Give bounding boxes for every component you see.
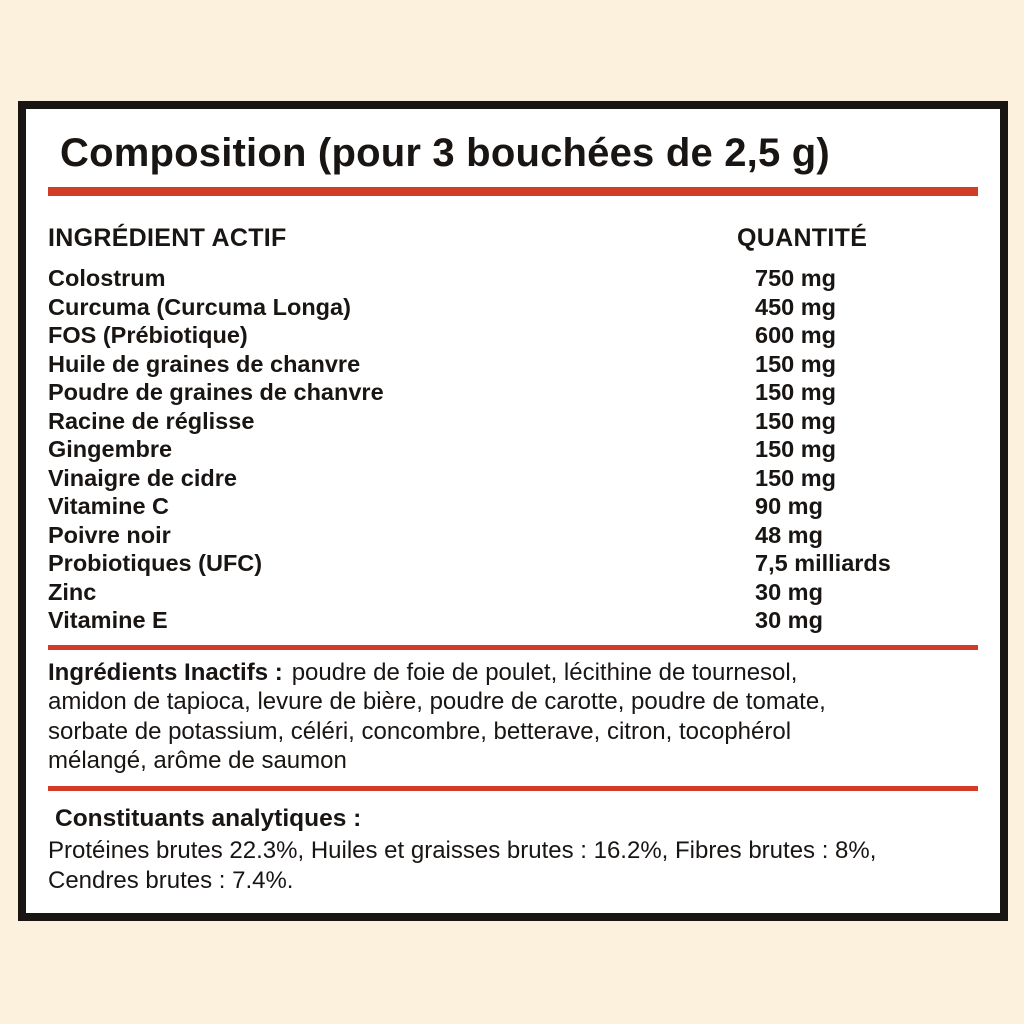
table-row <box>48 407 978 436</box>
ingredient-name: Vitamine C <box>48 493 170 519</box>
column-header-quantity: QUANTITÉ <box>737 224 868 252</box>
ingredient-quantity: 90 mg <box>755 493 823 519</box>
inactive-line-2: amidon de tapioca, levure de bière, poudre de carotte, poudre de tomate, <box>48 688 826 715</box>
ingredient-quantity: 150 mg <box>755 350 836 377</box>
analytical-line-2: Cendres brutes : 7.4%. <box>48 866 294 894</box>
ingredient-quantity: 750 mg <box>755 265 836 291</box>
column-header-ingredient: INGRÉDIENT ACTIF <box>48 224 287 252</box>
card-content <box>26 223 1000 896</box>
section-divider-bottom <box>48 786 978 791</box>
ingredient-name: Poudre de graines de chanvre <box>48 379 384 405</box>
inactive-ingredients-section <box>48 658 978 776</box>
table-row <box>48 578 978 607</box>
ingredient-quantity: 30 mg <box>755 578 823 605</box>
composition-label-card <box>18 101 1008 921</box>
ingredients-table-body <box>48 264 978 635</box>
inactive-ingredients-label: Ingrédients Inactifs : <box>48 658 283 686</box>
table-row <box>48 435 978 464</box>
ingredient-quantity: 30 mg <box>755 607 823 633</box>
ingredient-quantity: 450 mg <box>755 293 836 320</box>
ingredient-quantity: 150 mg <box>755 407 836 434</box>
ingredient-name: Colostrum <box>48 265 166 291</box>
inactive-ingredients-text: poudre de foie de poulet, lécithine de tournesol, <box>291 658 798 686</box>
inactive-line-4: mélangé, arôme de saumon <box>48 747 347 774</box>
page-title: Composition (pour 3 bouchées de 2,5 g) <box>60 131 830 175</box>
ingredient-name: Curcuma (Curcuma Longa) <box>48 293 351 320</box>
analytical-constituents-label: Constituants analytiques : <box>55 804 362 832</box>
table-row <box>48 293 978 322</box>
ingredient-name: Huile de graines de chanvre <box>48 350 361 377</box>
ingredient-quantity: 600 mg <box>755 322 836 348</box>
analytical-line-1: Protéines brutes 22.3%, Huiles et graisses brutes : 16.2%, Fibres brutes : 8%, <box>48 836 877 864</box>
table-row <box>48 350 978 379</box>
ingredient-quantity: 150 mg <box>755 464 836 491</box>
ingredient-name: Zinc <box>48 578 97 605</box>
table-row <box>48 606 978 635</box>
table-row <box>48 264 978 293</box>
table-row <box>48 321 978 350</box>
ingredient-name: FOS (Prébiotique) <box>48 322 248 348</box>
table-row <box>48 378 978 407</box>
section-divider-top <box>48 645 978 650</box>
table-row <box>48 464 978 493</box>
table-header-row <box>48 223 978 253</box>
ingredient-quantity: 150 mg <box>755 379 836 405</box>
table-row <box>48 521 978 550</box>
ingredient-quantity: 48 mg <box>755 521 823 548</box>
ingredient-name: Probiotiques (UFC) <box>48 550 263 576</box>
table-row <box>48 549 978 578</box>
title-underline-bar <box>48 187 978 196</box>
ingredient-name: Poivre noir <box>48 521 171 548</box>
analytical-constituents-text <box>48 836 978 896</box>
table-row <box>48 492 978 521</box>
inactive-line-1 <box>48 658 978 688</box>
ingredient-name: Vitamine E <box>48 607 168 633</box>
ingredient-name: Gingembre <box>48 436 173 462</box>
ingredient-quantity: 150 mg <box>755 436 836 462</box>
ingredient-name: Vinaigre de cidre <box>48 464 237 491</box>
ingredient-quantity: 7,5 milliards <box>755 550 891 576</box>
ingredient-name: Racine de réglisse <box>48 407 255 434</box>
inactive-line-3: sorbate de potassium, céléri, concombre, betterave, citron, tocophérol <box>48 717 792 745</box>
